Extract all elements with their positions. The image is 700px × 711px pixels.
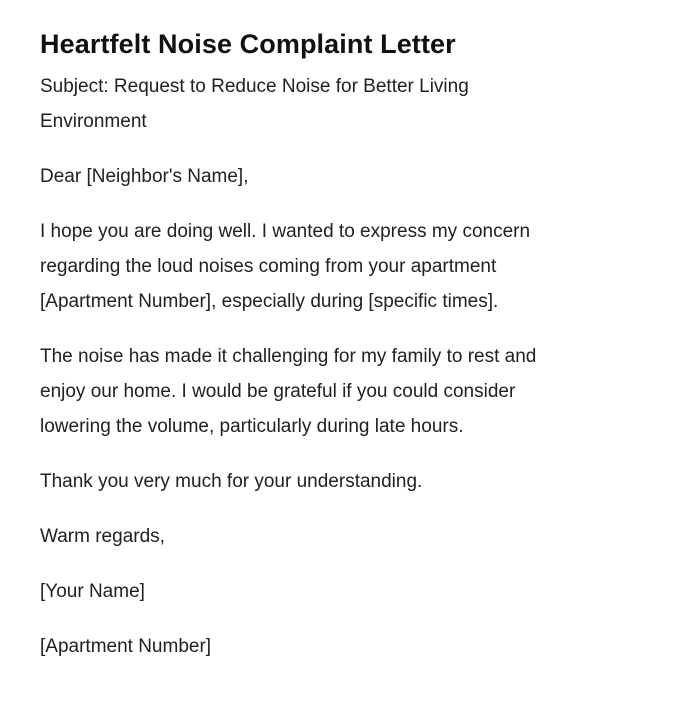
body-request-line-1: The noise has made it challenging for my family to rest and: [40, 346, 537, 367]
signature-name-line: [Your Name]: [40, 581, 145, 602]
paragraph-body-request: [40, 339, 660, 444]
subject-line-2: Environment: [40, 111, 147, 132]
body-concern-line-1: I hope you are doing well. I wanted to express my concern: [40, 221, 531, 242]
thanks-line: Thank you very much for your understanding.: [40, 471, 423, 492]
subject-line-1: Subject: Request to Reduce Noise for Better Living: [40, 76, 469, 97]
body-concern-line-2: regarding the loud noises coming from your apartment: [40, 256, 497, 277]
paragraph-salutation: [40, 159, 660, 194]
letter-title: Heartfelt Noise Complaint Letter: [40, 29, 456, 59]
body-request-line-2: enjoy our home. I would be grateful if you could consider: [40, 381, 516, 402]
salutation-line: Dear [Neighbor's Name],: [40, 166, 249, 187]
body-request-line-3: lowering the volume, particularly during late hours.: [40, 416, 464, 437]
paragraph-closing: [40, 519, 660, 554]
paragraph-body-concern: [40, 214, 660, 319]
closing-line: Warm regards,: [40, 526, 165, 547]
paragraph-signature-apartment: [40, 629, 660, 664]
body-concern-line-3: [Apartment Number], especially during [specific times].: [40, 291, 499, 312]
paragraph-subject: [40, 69, 660, 139]
signature-apartment-line: [Apartment Number]: [40, 636, 212, 657]
paragraph-signature-name: [40, 574, 660, 609]
paragraph-thanks: [40, 464, 660, 499]
